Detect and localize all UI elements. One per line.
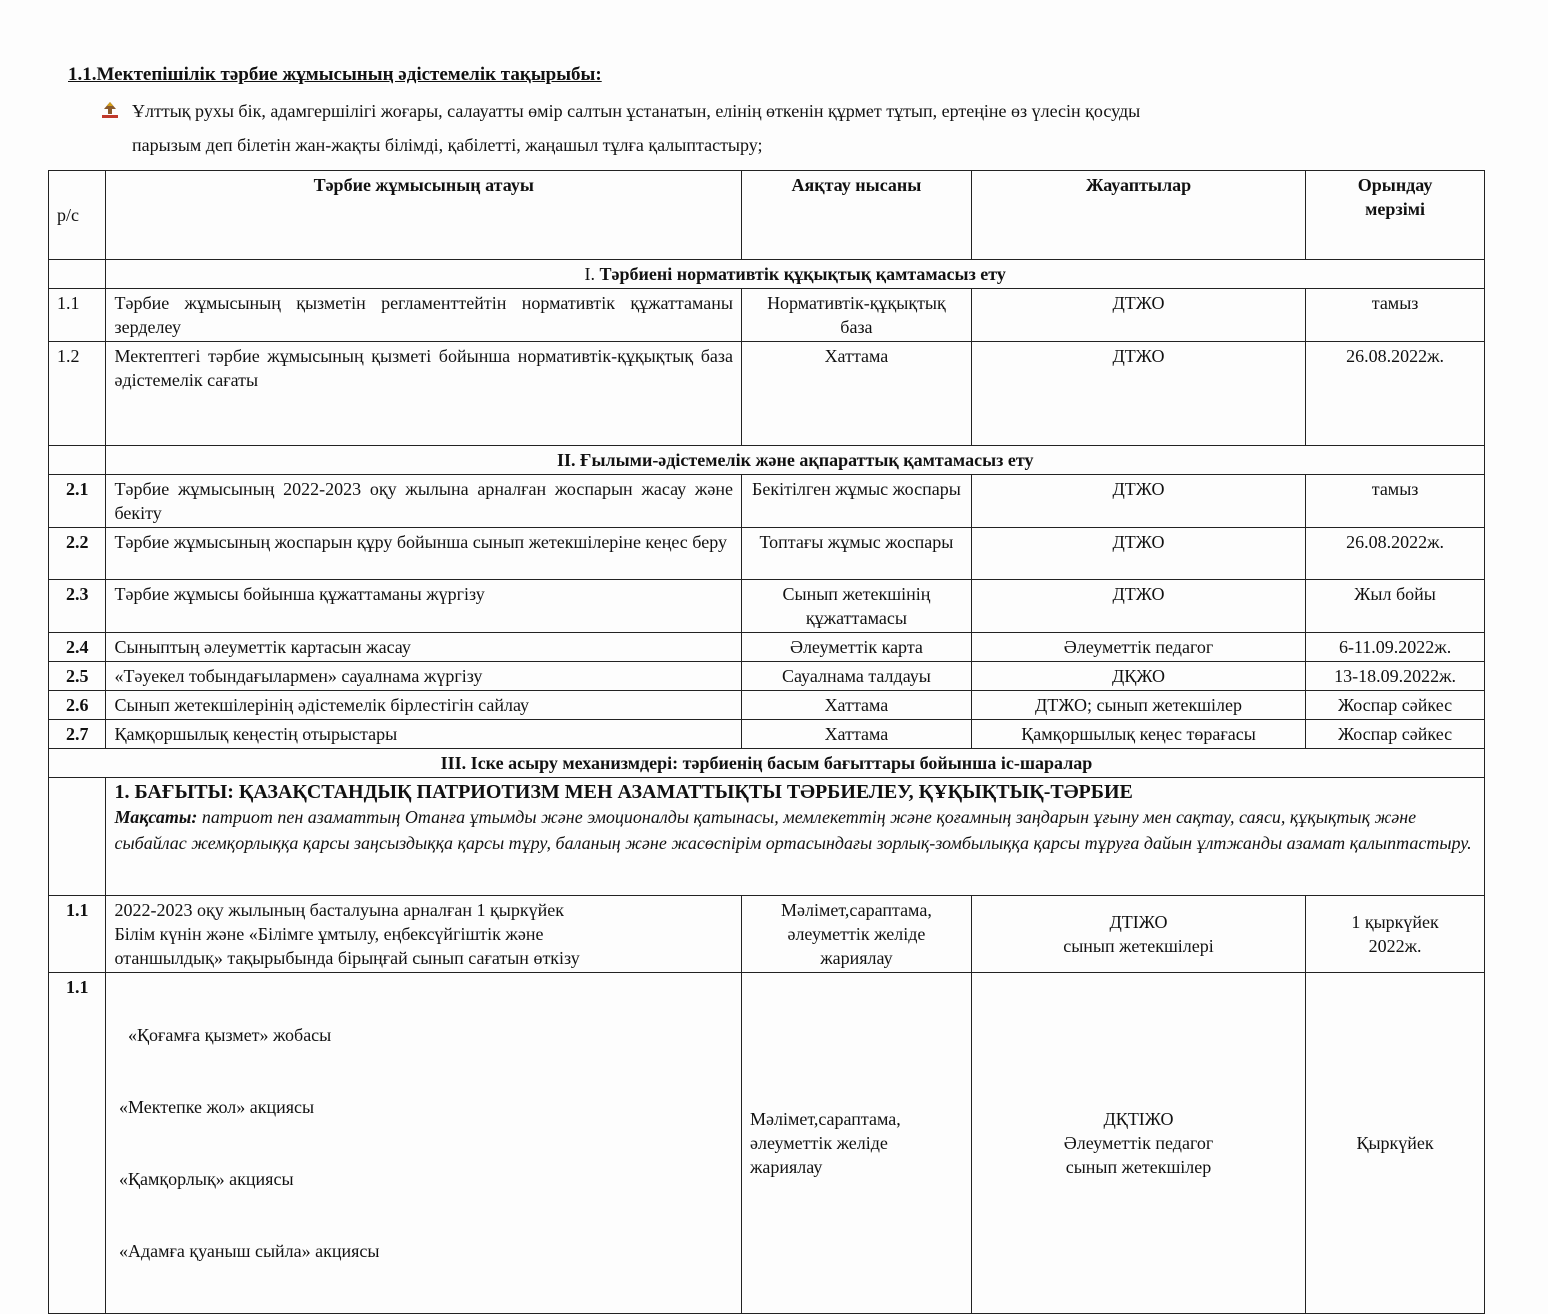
section-row xyxy=(49,446,1485,475)
row-resp xyxy=(971,973,1305,1314)
section-row xyxy=(49,749,1485,778)
row-date: 26.08.2022ж. xyxy=(1306,342,1485,446)
row-date xyxy=(1306,973,1485,1314)
row-resp: ДТЖО; сынып жетекшілер xyxy=(971,691,1305,720)
header-num: р/с xyxy=(49,171,106,260)
direction-goal xyxy=(114,804,1476,856)
header-date xyxy=(1306,171,1485,260)
row-resp: ДТЖО xyxy=(971,475,1305,528)
arrow-bullet-icon xyxy=(100,100,120,120)
row-num: 2.6 xyxy=(49,691,106,720)
row-name-line: «Қамқорлық» акциясы xyxy=(114,1169,294,1189)
table-row xyxy=(49,580,1485,633)
row-form: Әлеуметтік карта xyxy=(741,633,971,662)
section-title-text: Тәрбиені нормативтік құқықтық қамтамасыз ету xyxy=(599,264,1006,284)
methodical-topic-line2: парызым деп білетін жан-жақты білімді, қабілетті, жаңашыл тұлға қалыптастыру; xyxy=(132,135,763,155)
table-row xyxy=(49,633,1485,662)
row-form: Топтағы жұмыс жоспары xyxy=(741,528,971,580)
direction-cell xyxy=(106,778,1485,896)
section-roman: I. xyxy=(584,264,596,284)
table-row xyxy=(49,528,1485,580)
row-form: Хаттама xyxy=(741,691,971,720)
row-resp: Қамқоршылық кеңес төрағасы xyxy=(971,720,1305,749)
table-row xyxy=(49,691,1485,720)
row-date xyxy=(1306,896,1485,973)
row-name: Тәрбие жұмысы бойынша құжаттаманы жүргізу xyxy=(106,580,742,633)
section-title xyxy=(106,260,1485,289)
section-title: III. Іске асыру механизмдері: тәрбиенің басым бағыттары бойынша іс-шаралар xyxy=(49,749,1485,778)
section-row xyxy=(49,260,1485,289)
row-date: 6-11.09.2022ж. xyxy=(1306,633,1485,662)
row-form xyxy=(741,973,971,1314)
row-name: Тәрбие жұмысының жоспарын құру бойынша сынып жетекшілеріне кеңес беру xyxy=(106,528,742,580)
direction-row xyxy=(49,778,1485,896)
row-name: «Тәуекел тобындағылармен» сауалнама жүргізу xyxy=(106,662,742,691)
row-form: Нормативтік-құқықтық база xyxy=(741,289,971,342)
row-resp: Әлеуметтік педагог xyxy=(971,633,1305,662)
table-row xyxy=(49,475,1485,528)
row-num: 2.2 xyxy=(49,528,106,580)
row-resp xyxy=(971,896,1305,973)
methodical-topic xyxy=(100,94,1480,162)
row-name-line: отаншылдық» тақырыбында бірыңғай сынып сағатын өткізу xyxy=(114,948,580,968)
row-form: Сынып жетекшінің құжаттамасы xyxy=(741,580,971,633)
row-name: Қамқоршылық кеңестің отырыстары xyxy=(106,720,742,749)
row-name xyxy=(106,896,742,973)
row-name-line: «Мектепке жол» акциясы xyxy=(114,1097,315,1117)
row-form: Сауалнама талдауы xyxy=(741,662,971,691)
table-row xyxy=(49,973,1485,1314)
table-row xyxy=(49,662,1485,691)
section-title: II. Ғылыми-әдістемелік және ақпараттық қамтамасыз ету xyxy=(106,446,1485,475)
row-resp-line: сынып жетекшілер xyxy=(1065,1157,1212,1177)
row-form-line: әлеуметтік желіде xyxy=(787,924,926,944)
row-name-line: Білім күнін және «Білімге ұмтылу, еңбексүйгіштік және xyxy=(114,924,544,944)
header-resp: Жауаптылар xyxy=(971,171,1305,260)
row-num: 1.1 xyxy=(49,289,106,342)
row-date: тамыз xyxy=(1306,475,1485,528)
direction-title: 1. БАҒЫТЫ: ҚАЗАҚСТАНДЫҚ ПАТРИОТИЗМ МЕН АЗАМАТТЫҚТЫ ТӘРБИЕЛЕУ, ҚҰҚЫҚТЫҚ-ТӘРБИЕ xyxy=(114,781,1133,803)
row-date: 13-18.09.2022ж. xyxy=(1306,662,1485,691)
row-date-line: Қыркүйек xyxy=(1356,1133,1434,1153)
row-date: тамыз xyxy=(1306,289,1485,342)
row-form: Хаттама xyxy=(741,720,971,749)
goal-text: патриот пен азаматтың Отанға ұтымды және эмоционалды қатынасы, мемлекеттің және қоғамның заңдарын ұғыну мен сақтау, саяси, құқықтық және сыбайлас жемқорлыққа қарсы заңсыздыққа қарсы тұру, баланың және жасөспірім ортасындағы зорлық-зомбылыққа қарсы тұруға дайын ұлтжанды азамат қалыптастыру. xyxy=(114,807,1472,853)
row-num: 2.3 xyxy=(49,580,106,633)
row-date-line: 2022ж. xyxy=(1368,936,1422,956)
row-name: Тәрбие жұмысының қызметін регламенттейтін нормативтік құжаттаманы зерделеу xyxy=(106,289,742,342)
goal-label: Мақсаты: xyxy=(114,807,198,827)
row-name: Мектептегі тәрбие жұмысының қызметі бойынша нормативтік-құқықтық база әдістемелік сағаты xyxy=(106,342,742,446)
row-num: 1.1 xyxy=(49,896,106,973)
plan-table xyxy=(48,170,1485,1314)
row-num: 2.7 xyxy=(49,720,106,749)
row-name-line: «Қоғамға қызмет» жобасы xyxy=(114,1025,332,1045)
row-name-line: «Адамға қуаныш сыйла» акциясы xyxy=(114,1241,380,1261)
row-name-line: 2022-2023 оқу жылының басталуына арналған 1 қыркүйек xyxy=(114,900,564,920)
header-date-line2: мерзімі xyxy=(1365,199,1426,219)
row-form xyxy=(741,896,971,973)
row-name: Сынып жетекшілерінің әдістемелік бірлестігін сайлау xyxy=(106,691,742,720)
row-resp: ДТЖО xyxy=(971,580,1305,633)
header-name: Тәрбие жұмысының атауы xyxy=(106,171,742,260)
methodical-topic-line1: Ұлттық рухы бік, адамгершілігі жоғары, салауатты өмір салтын ұстанатын, елінің өткенін құрмет тұтып, ертеңіне өз үлесін қосуды xyxy=(132,101,1141,121)
row-resp-line: ДТІЖО xyxy=(1109,912,1168,932)
row-form-line: жариялау xyxy=(820,948,893,968)
row-resp: ДТЖО xyxy=(971,528,1305,580)
row-resp: ДТЖО xyxy=(971,342,1305,446)
row-resp-line: Әлеуметтік педагог xyxy=(1063,1133,1214,1153)
row-form-line: әлеуметтік желіде xyxy=(749,1133,888,1153)
row-num: 2.4 xyxy=(49,633,106,662)
row-num: 1.1 xyxy=(49,973,106,1314)
row-resp-line: ДҚТІЖО xyxy=(1103,1109,1174,1129)
table-row xyxy=(49,896,1485,973)
row-num: 2.5 xyxy=(49,662,106,691)
row-date: Жоспар сәйкес xyxy=(1306,691,1485,720)
row-name: Сыныптың әлеуметтік картасын жасау xyxy=(106,633,742,662)
row-form-line: жариялау xyxy=(749,1157,823,1177)
table-header-row xyxy=(49,171,1485,260)
row-form: Хаттама xyxy=(741,342,971,446)
row-name: Тәрбие жұмысының 2022-2023 оқу жылына арналған жоспарын жасау және бекіту xyxy=(106,475,742,528)
row-date: Жыл бойы xyxy=(1306,580,1485,633)
header-form: Аяқтау нысаны xyxy=(741,171,971,260)
row-name xyxy=(106,973,742,1314)
table-row xyxy=(49,342,1485,446)
section-heading: 1.1.Мектепішілік тәрбие жұмысының әдістемелік тақырыбы: xyxy=(68,64,602,85)
header-date-line1: Орындау xyxy=(1357,175,1433,195)
row-date: Жоспар сәйкес xyxy=(1306,720,1485,749)
row-num: 1.2 xyxy=(49,342,106,446)
row-form-line: Мәлімет,сараптама, xyxy=(781,900,932,920)
row-form: Бекітілген жұмыс жоспары xyxy=(741,475,971,528)
row-resp: ДТЖО xyxy=(971,289,1305,342)
row-resp-line: сынып жетекшілері xyxy=(1063,936,1214,956)
table-row xyxy=(49,289,1485,342)
row-num: 2.1 xyxy=(49,475,106,528)
row-resp: ДҚЖО xyxy=(971,662,1305,691)
table-row xyxy=(49,720,1485,749)
row-form-line: Мәлімет,сараптама, xyxy=(749,1109,901,1129)
row-date-line: 1 қыркүйек xyxy=(1351,912,1439,932)
row-date: 26.08.2022ж. xyxy=(1306,528,1485,580)
